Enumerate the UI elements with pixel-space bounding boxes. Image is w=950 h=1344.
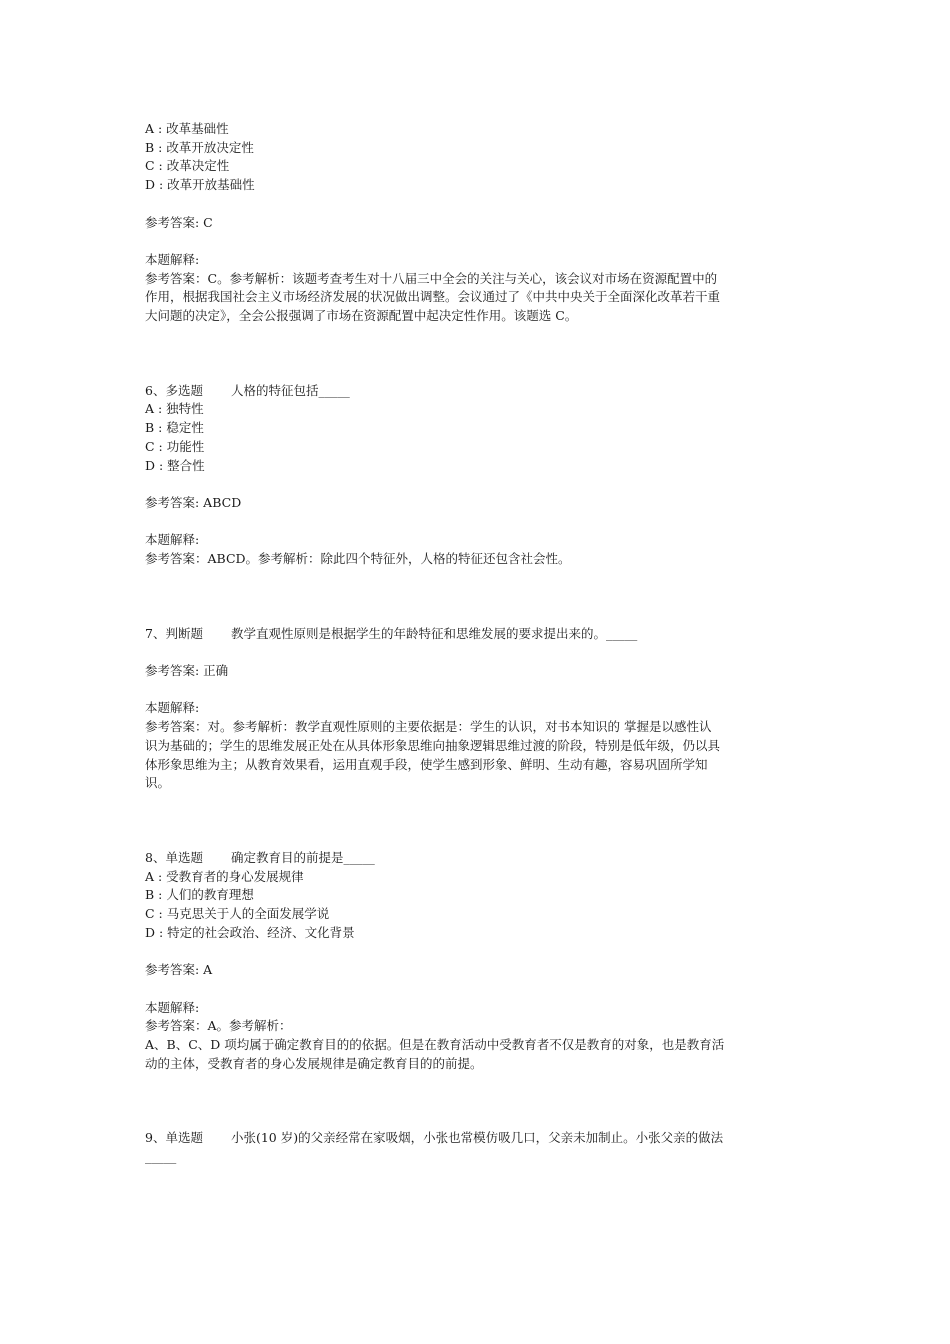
question-number: 7、判断题	[145, 625, 203, 641]
document-page	[145, 120, 805, 1167]
answer: 参考答案: C	[145, 214, 213, 230]
explanation-line: 动的主体，受教育者的身心发展规律是确定教育目的的前提。	[145, 1055, 483, 1071]
explanation-line: 参考答案：对。参考解析：教学直观性原则的主要依据是：学生的认识，对书本知识的 掌握是以感性认	[145, 719, 712, 735]
question-5	[145, 120, 805, 326]
option-a: A : 独特性	[145, 401, 204, 417]
option-b: B : 人们的教育理想	[145, 887, 254, 903]
option-a: A : 受教育者的身心发展规律	[145, 868, 304, 884]
answer: 参考答案: A	[145, 962, 213, 978]
question-stem: 人格的特征包括_____	[230, 382, 350, 398]
option-c: C : 马克思关于人的全面发展学说	[145, 906, 330, 922]
explanation-label: 本题解释:	[145, 700, 200, 716]
option-b: B : 改革开放决定性	[145, 139, 254, 155]
question-number: 8、单选题	[145, 850, 203, 865]
explanation-line: 体形象思维为主；从教育效果看，运用直观手段，使学生感到形象、鲜明、生动有趣，容易巩固所学知	[145, 756, 708, 772]
question-header	[145, 849, 805, 868]
question-8	[145, 849, 805, 1073]
question-header	[145, 1129, 805, 1148]
question-number: 6、多选题	[145, 382, 203, 398]
explanation-line: 参考答案：A。参考解析：	[145, 1018, 292, 1034]
question-number: 9、单选题	[145, 1130, 203, 1146]
explanation-line: 大问题的决定》，全会公报强调了市场在资源配置中起决定性作用。该题选 C。	[145, 308, 578, 323]
option-d: D : 改革开放基础性	[145, 177, 255, 193]
option-c: C : 改革决定性	[145, 158, 230, 174]
question-stem-continuation: _____	[145, 1149, 177, 1165]
question-9	[145, 1129, 805, 1166]
question-header	[145, 382, 805, 401]
explanation-line: 参考答案：C。参考解析：该题考查考生对十八届三中全会的关注与关心，该会议对市场在资源配置中的	[145, 270, 718, 286]
question-stem: 确定教育目的前提是_____	[230, 850, 375, 865]
option-c: C : 功能性	[145, 438, 205, 454]
question-7	[145, 625, 805, 793]
explanation-label: 本题解释:	[145, 999, 200, 1015]
option-b: B : 稳定性	[145, 420, 204, 436]
explanation-line: A、B、C、D 项均属于确定教育目的的依据。但是在教育活动中受教育者不仅是教育的对象，也是教育活	[145, 1037, 725, 1052]
answer: 参考答案: 正确	[145, 663, 229, 679]
question-header	[145, 625, 805, 644]
option-d: D : 特定的社会政治、经济、文化背景	[145, 924, 355, 940]
explanation-line: 参考答案：ABCD。参考解析：除此四个特征外，人格的特征还包含社会性。	[145, 551, 571, 566]
explanation-label: 本题解释:	[145, 532, 200, 548]
question-stem: 教学直观性原则是根据学生的年龄特征和思维发展的要求提出来的。_____	[230, 625, 638, 641]
option-a: A : 改革基础性	[145, 121, 229, 136]
explanation-line: 作用，根据我国社会主义市场经济发展的状况做出调整。会议通过了《中共中央关于全面深化改革若干重	[145, 289, 721, 305]
option-d: D : 整合性	[145, 457, 205, 473]
answer: 参考答案: ABCD	[145, 494, 242, 510]
explanation-line: 识。	[145, 775, 171, 791]
question-6	[145, 382, 805, 569]
question-stem: 小张(10 岁)的父亲经常在家吸烟，小张也常模仿吸几口，父亲未加制止。小张父亲的做法	[230, 1130, 724, 1146]
explanation-line: 识为基础的；学生的思维发展正处在从具体形象思维向抽象逻辑思维过渡的阶段，特别是低年级，仍以具	[145, 737, 721, 753]
explanation-label: 本题解释:	[145, 251, 200, 267]
